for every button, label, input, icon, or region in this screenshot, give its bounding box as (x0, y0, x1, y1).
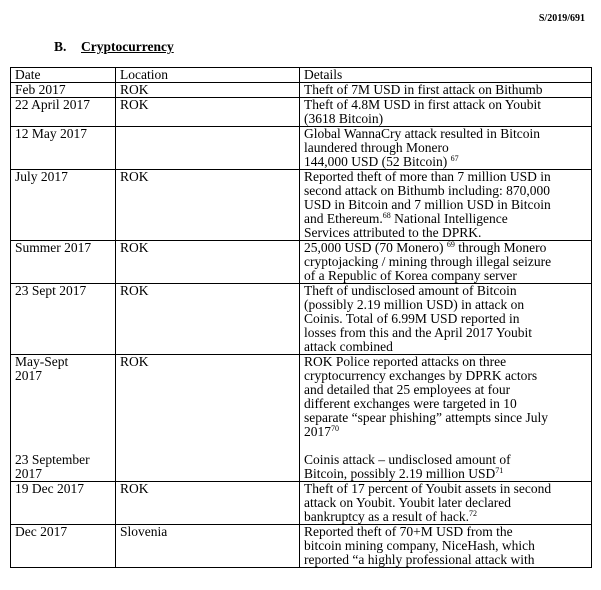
table-row (11, 355, 592, 440)
cell-date: Feb 2017 (11, 83, 116, 98)
cell-details (300, 241, 592, 284)
table-row (11, 482, 592, 525)
cell-date: 22 April 2017 (11, 98, 116, 127)
cell-details: Theft of 4.8M USD in first attack on Youbit (3618 Bitcoin) (300, 98, 592, 127)
details-text-continued: through Monero cryptojacking / mining through illegal seizure of a Republic of Korea company server (304, 240, 552, 283)
table-row (11, 98, 592, 127)
cell-details: Theft of undisclosed amount of Bitcoin (possibly 2.19 million USD) in attack on Coinis. Total of 6.99M USD reported in losses from this and the April 2017 Youbit attack combined (300, 284, 592, 355)
cell-date: 19 Dec 2017 (11, 482, 116, 525)
cell-location (116, 439, 300, 482)
table-row (11, 525, 592, 568)
cell-details (300, 127, 592, 170)
details-text-continued: National Intelligence Services attributed to the DPRK. (304, 211, 508, 240)
table-row (11, 284, 592, 355)
cell-details (300, 170, 592, 241)
details-text: 25,000 USD (70 Monero) (304, 240, 444, 255)
cell-date: 12 May 2017 (11, 127, 116, 170)
cell-details (300, 482, 592, 525)
cell-location: ROK (116, 83, 300, 98)
footnote-ref: 71 (495, 466, 504, 475)
cryptocurrency-table (10, 67, 592, 568)
cell-details (300, 355, 592, 440)
section-letter: B. (54, 39, 67, 54)
cell-details: Theft of 7M USD in first attack on Bithumb (300, 83, 592, 98)
cell-details: Reported theft of 70+M USD from the bitcoin mining company, NiceHash, which reported “a highly professional attack with (300, 525, 592, 568)
table-row (11, 439, 592, 482)
column-header-details: Details (300, 68, 592, 83)
table-row (11, 241, 592, 284)
cell-location: ROK (116, 482, 300, 525)
section-title: Cryptocurrency (81, 39, 174, 54)
footnote-ref: 67 (450, 154, 459, 163)
column-header-date: Date (11, 68, 116, 83)
table-row (11, 170, 592, 241)
cell-location: ROK (116, 241, 300, 284)
footnote-ref: 72 (468, 509, 477, 518)
cell-location: ROK (116, 98, 300, 127)
details-text: Reported theft of more than 7 million USD in second attack on Bithumb including: 870,000 USD in Bitcoin and 7 million USD in Bitcoin and Ethereum. (304, 169, 551, 226)
column-header-location: Location (116, 68, 300, 83)
cell-date: Dec 2017 (11, 525, 116, 568)
cell-location: ROK (116, 355, 300, 440)
details-text: Global WannaCry attack resulted in Bitcoin laundered through Monero 144,000 USD (52 Bitcoin) (304, 126, 540, 169)
details-text: Coinis attack – undisclosed amount of Bitcoin, possibly 2.19 million USD (304, 452, 511, 481)
table-row (11, 83, 592, 98)
details-text: ROK Police reported attacks on three cryptocurrency exchanges by DPRK actors and detailed that 25 employees at four different exchanges were targeted in 10 separate “spear phishing” attempts since July 2017 (304, 354, 549, 439)
cell-location: ROK (116, 284, 300, 355)
cell-date: Summer 2017 (11, 241, 116, 284)
cell-date: 23 September 2017 (11, 439, 116, 482)
details-text: Theft of 17 percent of Youbit assets in second attack on Youbit. Youbit later declared bankruptcy as a result of hack. (304, 481, 552, 524)
cell-date: July 2017 (11, 170, 116, 241)
cell-location (116, 127, 300, 170)
footnote-ref: 69 (446, 240, 455, 249)
cell-date: 23 Sept 2017 (11, 284, 116, 355)
cell-location: ROK (116, 170, 300, 241)
footnote-ref: 68 (382, 211, 391, 220)
section-heading (54, 39, 174, 55)
table-row (11, 127, 592, 170)
footnote-ref: 70 (331, 424, 339, 433)
cell-details (300, 439, 592, 482)
document-symbol: S/2019/691 (538, 13, 585, 24)
cell-date: May-Sept 2017 (11, 355, 116, 440)
table-header-row (11, 68, 592, 83)
cell-location: Slovenia (116, 525, 300, 568)
